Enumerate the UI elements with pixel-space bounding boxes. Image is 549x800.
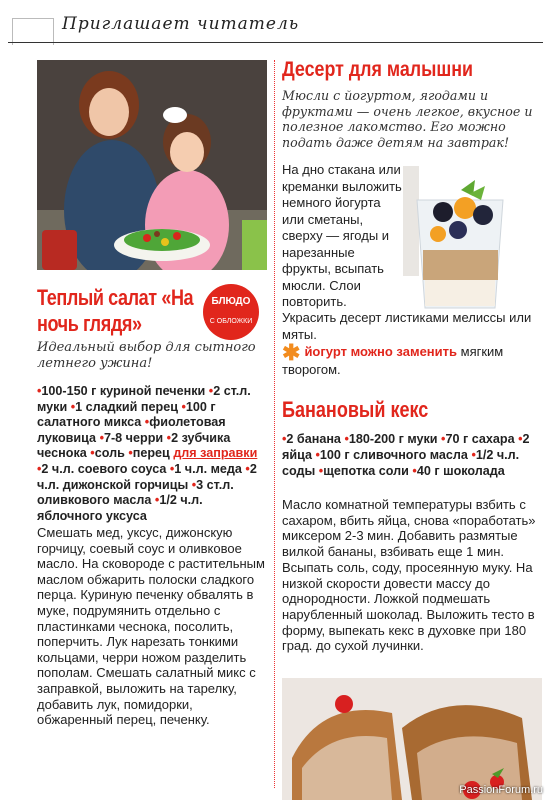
dessert-tip — [282, 340, 544, 378]
tip-text: мягким творогом. — [282, 344, 504, 377]
header-tab — [12, 18, 54, 45]
cover-dish-badge — [203, 284, 259, 340]
badge-line1: БЛЮДО — [211, 296, 251, 307]
ingredient: 1 сладкий перец — [75, 399, 178, 414]
ingredient: 2 ст.л. муки — [37, 384, 251, 414]
dessert-photo-art — [403, 160, 513, 312]
ingredient: 7-8 черри — [103, 430, 164, 445]
cake-method: Масло комнатной температуры взбить с сахаром, вбить яйца, снова «поработать» миксером 2-3 мин. Добавить размятые вилкой бананы, взбивать еще 1 мин. Всыпать соль, соду, просеянную муку. На низкой скорости довести массу до однородности. Ложкой подмешать нарубленный шоколад. Выложить тесто в форму, выпекать кекс в духовке при 180 град. до сухой лучинки. — [282, 497, 536, 654]
salad-ingredients: •100-150 г куриной печенки •2 ст.л. муки •1 сладкий перец •100 г салатного микса •фиолетовая луковица •7-8 черри •2 зубчика чеснока •соль •перец для заправки •2 ч.л. соевого соуса •1 ч.л. меда •2 ч.л. дижонской горчицы •3 ст.л. оливкового масла •1/2 ч.л. яблочного уксуса — [37, 384, 258, 523]
ingredient: 100 г сливочного масла — [319, 447, 468, 462]
ingredient: 1/2 ч.л. соды — [282, 447, 520, 478]
ingredient: перец — [132, 446, 170, 461]
banana-cake-photo — [282, 678, 542, 800]
header-title: Приглашает читатель — [62, 14, 300, 34]
ingredient: 2 банана — [286, 432, 341, 446]
salad-title: Теплый салат «На ночь глядя» — [37, 285, 194, 336]
dessert-subtitle: Мюсли с йогуртом, ягодами и фруктами — очень легкое, вкусное и полезное лакомство. Его можно подать даже детям на завтрак! — [282, 88, 533, 150]
watermark: PassionForum.ru — [459, 784, 543, 796]
ingredient: 100-150 г куриной печенки — [41, 384, 206, 398]
cake-title: Банановый кекс — [282, 397, 429, 422]
sauce-ingredient: 2 ч.л. соевого соуса — [41, 461, 167, 476]
dessert-body: На дно стакана или креманки выложить немного йогурта или сметаны, сверху — ягоды и нарезанные фрукты, всыпать мюсли. Слои повторить. — [282, 162, 402, 309]
ingredient: 40 г шоколада — [416, 463, 505, 478]
column-divider — [274, 60, 275, 788]
salad-method: Смешать мед, уксус, дижонскую горчицу, соевый соус и оливковое масло. На сковороде с растительным маслом обжарить полоски сладкого перца. Куриную печенку обвалять в муке, подрумянить отдельно с пластинками чеснока, посолить, поперчить. Лук нарезать тонкими кольцами, черри ножом разделить пополам. Смешать салатный микс с заправкой, выложить на тарелку, добавить лук, помидорки, обжаренный перец, печенку. — [37, 525, 265, 728]
ingredient: 100 г салатного микса — [37, 399, 216, 430]
sauce-ingredient: 1 ч.л. меда — [174, 461, 242, 476]
tip-highlight: йогурт можно заменить — [304, 344, 457, 359]
dessert-body-end: Украсить десерт листиками мелиссы или мяты. — [282, 310, 532, 342]
cake-ingredients: •2 банана •180-200 г муки •70 г сахара •2 яйца •100 г сливочного масла •1/2 ч.л. соды •щепотка соли •40 г шоколада — [282, 432, 530, 478]
sauce-ingredient: 2 ч.л. дижонской горчицы — [37, 461, 257, 492]
asterisk-icon: ✱ — [282, 340, 301, 365]
ingredient: щепотка соли — [323, 463, 409, 478]
sauce-label: для заправки — [173, 446, 258, 461]
ingredient: 2 зубчика чеснока — [37, 430, 231, 461]
page-header — [0, 0, 549, 44]
salad-family-photo — [37, 60, 267, 270]
ingredient: 70 г сахара — [445, 432, 515, 446]
header-rule — [8, 42, 543, 43]
badge-line2: С ОБЛОЖКИ — [209, 318, 253, 325]
sauce-ingredient: 3 ст.л. оливкового масла — [37, 477, 234, 508]
family-photo-art — [37, 60, 267, 270]
dessert-photo — [403, 160, 513, 312]
ingredient: фиолетовая луковица — [37, 415, 226, 445]
ingredient: соль — [94, 446, 125, 461]
ingredient: 180-200 г муки — [348, 432, 438, 446]
salad-subtitle: Идеальный выбор для сытного летнего ужина! — [37, 340, 256, 371]
ingredient: 2 яйца — [282, 432, 530, 462]
sauce-ingredient: 1/2 ч.л. яблочного уксуса — [37, 493, 203, 523]
cake-photo-art — [282, 678, 542, 800]
dessert-title: Десерт для малышни — [282, 58, 474, 81]
